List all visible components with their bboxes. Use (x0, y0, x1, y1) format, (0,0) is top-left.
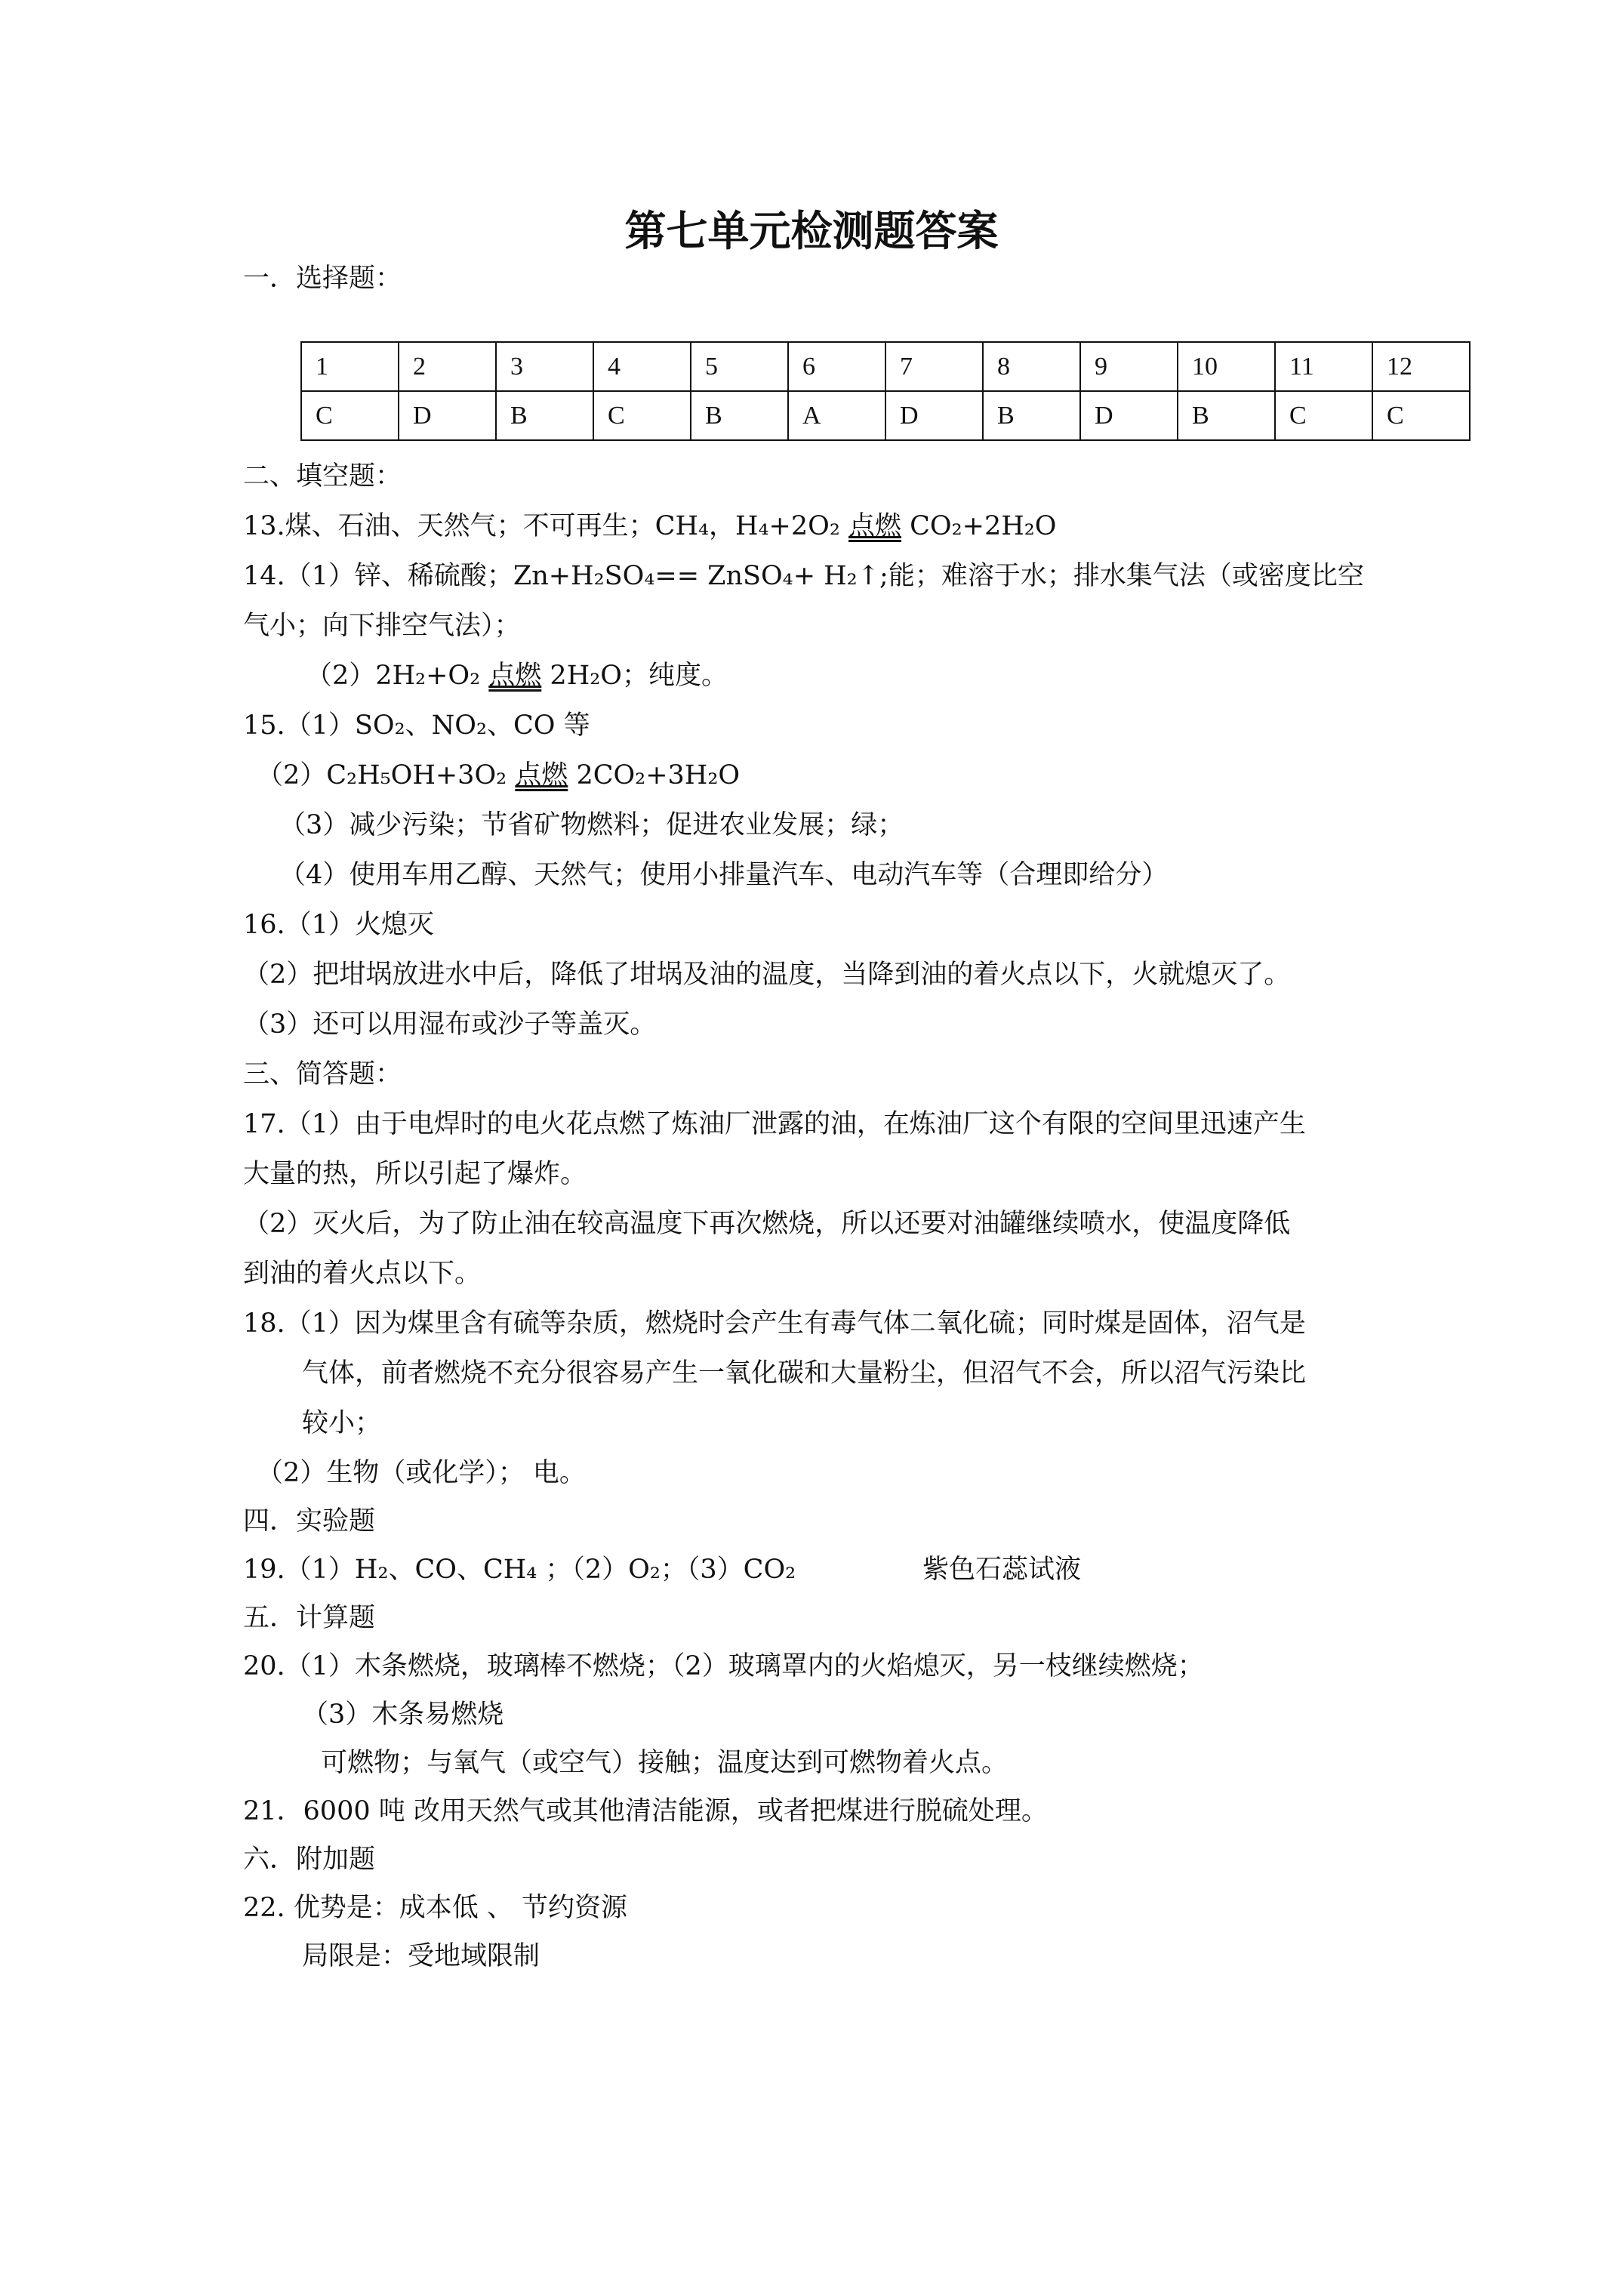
answer-14-2 (306, 663, 728, 689)
table-cell: C (1372, 391, 1470, 440)
answer-20-3: 可燃物；与氧气（或空气）接触；温度达到可燃物着火点。 (321, 1748, 1009, 1778)
answer-14-1-line-1: 14.（1）锌、稀硫酸；Zn+H₂SO₄== ZnSO₄+ H₂↑;能；难溶于水；排水集气法（或密度比空 (243, 561, 1364, 591)
reaction-condition: 点燃 (488, 661, 542, 691)
answer-17-1-line-1: 17.（1）由于电焊时的电火花点燃了炼油厂泄露的油，在炼油厂这个有限的空间里迅速产生 (243, 1109, 1306, 1139)
table-cell: C (301, 391, 399, 440)
answer-18-1-line-3: 较小； (302, 1408, 382, 1438)
table-cell: B (496, 391, 593, 440)
answer-17-2-line-1: （2）灭火后，为了防止油在较高温度下再次燃烧，所以还要对油罐继续喷水，使温度降低 (243, 1209, 1291, 1239)
table-cell: D (885, 391, 983, 440)
answer-15-3: （3）减少污染；节省矿物燃料；促进农业发展；绿； (279, 810, 904, 840)
answer-17-2-line-2: 到油的着火点以下。 (243, 1259, 482, 1289)
table-cell: 12 (1372, 342, 1470, 391)
answer-table (300, 341, 1471, 441)
reaction-condition: 点燃 (515, 760, 568, 791)
section-2-heading: 二、填空题： (243, 461, 402, 492)
table-cell: B (1178, 391, 1275, 440)
section-3-heading: 三、简答题： (243, 1059, 402, 1089)
answer-15-4: （4）使用车用乙醇、天然气；使用小排量汽车、电动汽车等（合理即给分） (279, 860, 1169, 890)
answer-18-1-line-1: 18.（1）因为煤里含有硫等杂质，燃烧时会产生有毒气体二氧化硫；同时煤是固体，沼气是 (243, 1308, 1306, 1339)
table-cell: 8 (983, 342, 1080, 391)
table-cell: 6 (788, 342, 885, 391)
section-4-heading: 四．实验题 (243, 1506, 376, 1536)
answer-19: 19.（1）H₂、CO、CH₄ ；（2）O₂；（3）CO₂ (243, 1555, 796, 1585)
answer-15-2 (257, 760, 741, 791)
table-cell: 7 (885, 342, 983, 391)
answer-16-2: （2）把坩埚放进水中后，降低了坩埚及油的温度，当降到油的着火点以下，火就熄灭了。 (243, 960, 1291, 990)
answer-15-1: 15.（1）SO₂、NO₂、CO 等 (243, 710, 590, 741)
answer-18-2: （2）生物（或化学）； 电。 (257, 1458, 586, 1488)
answer-17-1-line-2: 大量的热，所以引起了爆炸。 (243, 1159, 587, 1189)
table-cell: 4 (593, 342, 691, 391)
table-cell: 9 (1080, 342, 1178, 391)
table-cell: C (593, 391, 691, 440)
answer-text: 2H₂O；纯度。 (541, 661, 728, 691)
answer-14-1-line-2: 气小；向下排空气法）； (243, 611, 521, 641)
section-6-heading: 六．附加题 (243, 1845, 376, 1875)
section-5-heading: 五．计算题 (243, 1603, 376, 1633)
answer-18-1-line-2: 气体，前者燃烧不充分很容易产生一氧化碳和大量粉尘，但沼气不会，所以沼气污染比 (302, 1358, 1307, 1388)
table-cell: B (983, 391, 1080, 440)
answer-22-advantage: 22. 优势是：成本低 、 节约资源 (243, 1893, 628, 1923)
answer-text: 13.煤、石油、天然气；不可再生；CH₄，H₄+2O₂ (243, 511, 848, 541)
answer-16-3: （3）还可以用湿布或沙子等盖灭。 (243, 1009, 657, 1040)
table-cell: C (1275, 391, 1372, 440)
section-1-heading: 一．选择题： (243, 264, 402, 294)
answer-22-limitation: 局限是：受地域限制 (302, 1941, 540, 1971)
table-cell: 10 (1178, 342, 1275, 391)
answer-20-2: （3）木条易燃烧 (302, 1700, 504, 1730)
answer-row (301, 391, 1470, 440)
table-cell: 5 (691, 342, 788, 391)
table-cell: 1 (301, 342, 399, 391)
answer-text: 2CO₂+3H₂O (568, 760, 741, 791)
table-cell: D (399, 391, 496, 440)
table-cell: D (1080, 391, 1178, 440)
answer-19-indicator: 紫色石蕊试液 (922, 1555, 1082, 1585)
answer-text: CO₂+2H₂O (901, 511, 1057, 541)
question-number-row (301, 342, 1470, 391)
answer-20-1: 20.（1）木条燃烧，玻璃棒不燃烧；（2）玻璃罩内的火焰熄灭，另一枝继续燃烧； (243, 1651, 1204, 1681)
answer-21: 21．6000 吨 改用天然气或其他清洁能源，或者把煤进行脱硫处理。 (243, 1796, 1048, 1826)
table-cell: 2 (399, 342, 496, 391)
answer-16-1: 16.（1）火熄灭 (243, 910, 434, 940)
table-cell: B (691, 391, 788, 440)
reaction-condition: 点燃 (848, 511, 902, 541)
page-title: 第七单元检测题答案 (624, 207, 999, 255)
table-cell: 11 (1275, 342, 1372, 391)
table-cell: 3 (496, 342, 593, 391)
table-cell: A (788, 391, 885, 440)
answer-13 (243, 513, 1057, 540)
answer-text: （2）2H₂+O₂ (306, 661, 489, 691)
answer-text: （2）C₂H₅OH+3O₂ (257, 760, 516, 791)
